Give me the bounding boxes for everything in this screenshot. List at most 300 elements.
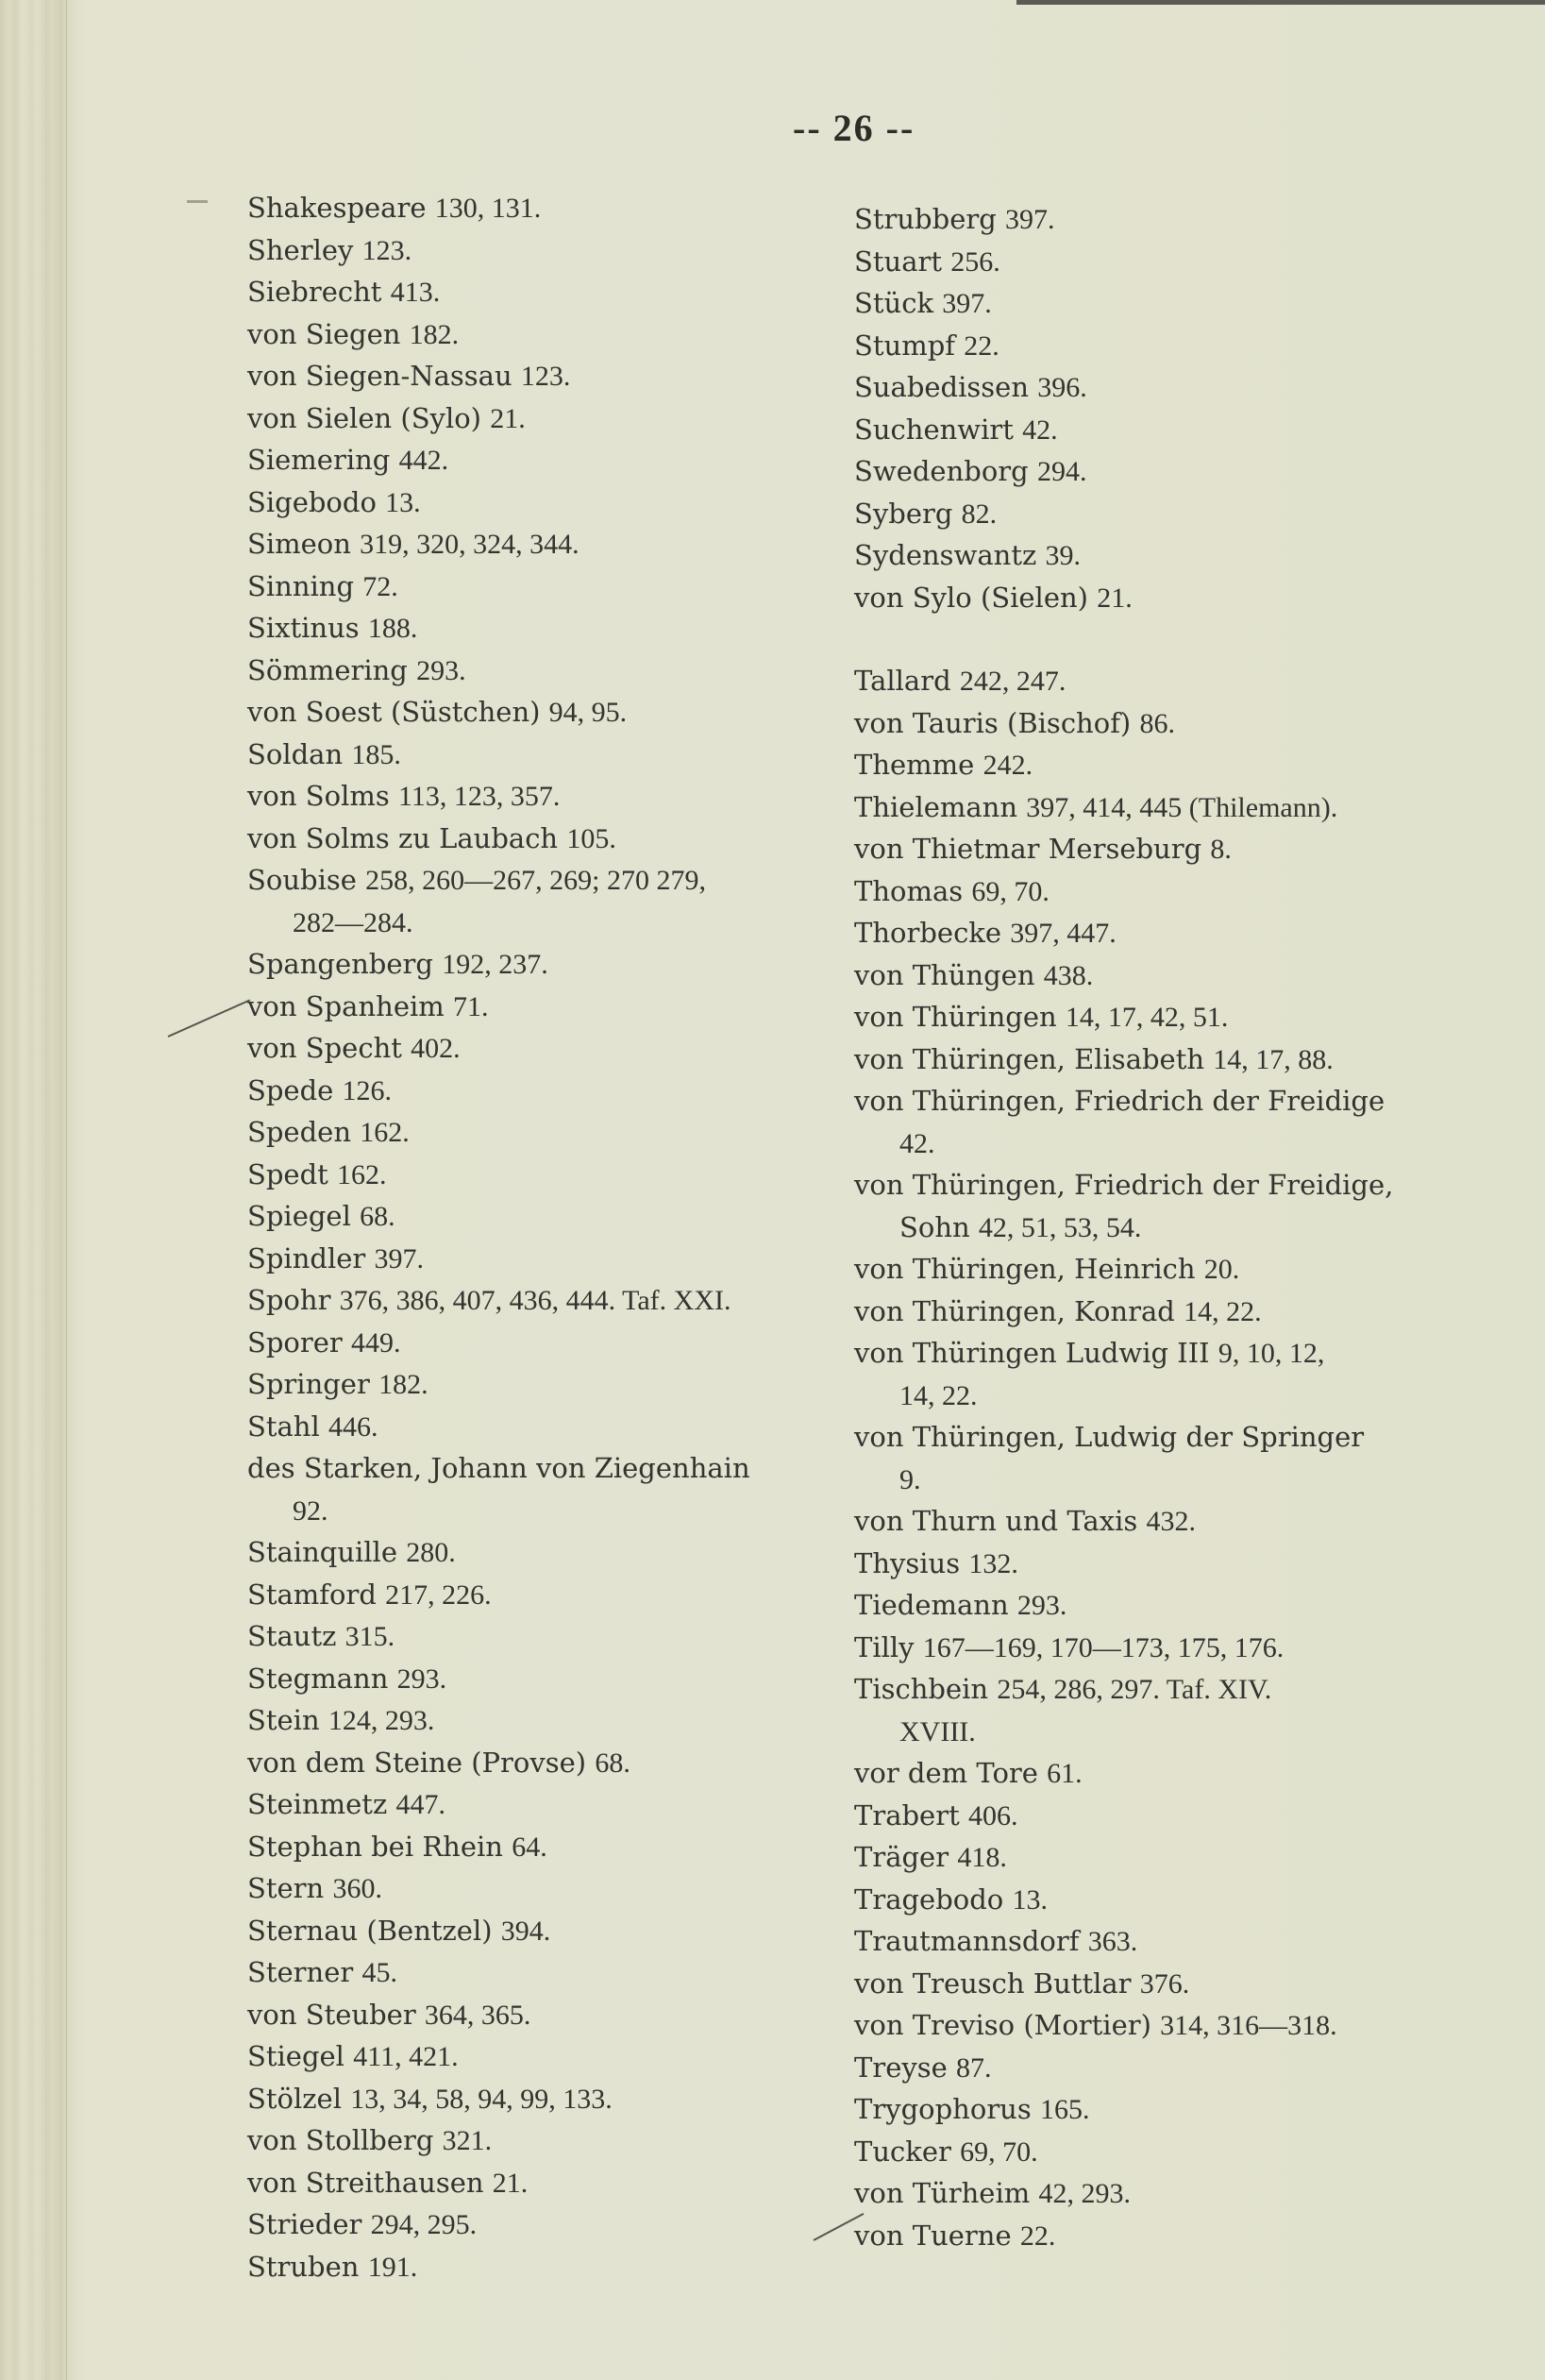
- index-entry: [854, 1291, 1496, 1333]
- index-entry: [854, 2047, 1496, 2089]
- index-entry: [247, 734, 851, 776]
- entry-page-refs: 68.: [360, 1201, 395, 1232]
- index-entry: [247, 1154, 851, 1196]
- entry-separator: [427, 192, 435, 224]
- entry-separator: [408, 654, 416, 686]
- index-entry: [247, 775, 851, 818]
- entry-separator: [915, 1631, 923, 1663]
- entry-page-refs: 14, 17, 88.: [1213, 1043, 1334, 1075]
- entry-page-refs: XVIII.: [899, 1715, 976, 1747]
- entry-name: Tiedemann: [854, 1589, 1009, 1621]
- entry-name: Syberg: [854, 497, 953, 530]
- index-entry: [247, 859, 851, 902]
- entry-name: Thorbecke: [854, 917, 1002, 949]
- index-entry: [247, 1826, 851, 1868]
- entry-name: Stölzel: [247, 2082, 342, 2115]
- entry-separator: [951, 2135, 960, 2168]
- entry-separator: [1012, 2220, 1020, 2252]
- entry-name: von Thüringen, Friedrich der Freidige: [854, 1085, 1385, 1117]
- entry-separator: [493, 1915, 501, 1947]
- index-entry: [247, 397, 851, 440]
- entry-page-refs: 396.: [1037, 372, 1087, 403]
- entry-separator: [351, 528, 360, 560]
- entry-separator: [974, 749, 982, 781]
- entry-page-refs: 294.: [1036, 456, 1087, 487]
- entry-separator: [1029, 455, 1037, 487]
- entry-separator: [377, 486, 385, 518]
- entry-page-refs: 14, 17, 42, 51.: [1065, 1002, 1229, 1033]
- entry-separator: [1210, 1337, 1218, 1369]
- entry-page-refs: 397.: [942, 288, 992, 319]
- index-entry: [247, 1027, 851, 1070]
- entry-name: von Specht: [247, 1032, 402, 1064]
- index-entry: [247, 1070, 851, 1112]
- index-entry: [247, 1994, 851, 2036]
- index-entry: [247, 1111, 851, 1154]
- entry-name: von Thüringen, Heinrich: [854, 1253, 1196, 1285]
- entry-name: von Siegen-Nassau: [247, 360, 512, 392]
- entry-name: vor dem Tore: [854, 1757, 1038, 1789]
- entry-page-refs: 413.: [390, 277, 441, 308]
- index-entry-continuation: [854, 1459, 1496, 1501]
- entry-page-refs: 87.: [956, 2051, 992, 2084]
- entry-page-refs: 406.: [967, 1799, 1018, 1831]
- entry-page-refs: 432.: [1146, 1506, 1196, 1537]
- index-entry: [247, 986, 851, 1028]
- entry-page-refs: 22.: [1019, 2220, 1056, 2252]
- entry-name: Siebrecht: [247, 276, 382, 308]
- entry-name: von Thüngen: [854, 958, 1035, 991]
- entry-page-refs: 69, 70.: [960, 2135, 1038, 2168]
- entry-separator: [942, 245, 950, 278]
- entry-page-refs: 447.: [395, 1789, 445, 1820]
- index-entry: [854, 1963, 1496, 2005]
- index-entry-continuation: [854, 1207, 1496, 1249]
- entry-name: von Sylo (Sielen): [854, 581, 1088, 614]
- entry-name: Speden: [247, 1116, 351, 1148]
- entry-name: Stahl: [247, 1409, 320, 1443]
- index-entry: [854, 2131, 1496, 2173]
- entry-separator: [949, 1841, 957, 1873]
- entry-name: Spindler: [247, 1241, 366, 1274]
- entry-page-refs: 9, 10, 12,: [1218, 1338, 1325, 1369]
- entry-page-refs: 315.: [344, 1621, 395, 1652]
- entry-page-refs: 72.: [362, 570, 398, 602]
- entry-separator: [1032, 2093, 1040, 2125]
- entry-separator: [558, 822, 566, 854]
- entry-name: Stern: [247, 1872, 325, 1904]
- entry-separator: [400, 318, 409, 350]
- entry-separator: [343, 738, 351, 770]
- entry-page-refs: 123.: [361, 234, 412, 266]
- entry-page-refs: 360.: [332, 1873, 382, 1904]
- index-entry: [854, 241, 1496, 283]
- entry-name: Tilly: [854, 1630, 915, 1663]
- index-entry: [247, 1238, 851, 1280]
- index-entry: [854, 1795, 1496, 1837]
- entry-page-refs: 105.: [566, 822, 616, 854]
- entry-page-refs: 397.: [374, 1242, 424, 1274]
- entry-name: Stiegel: [247, 2040, 344, 2072]
- entry-page-refs: 22.: [964, 329, 999, 362]
- index-entry-continuation: [854, 1711, 1496, 1753]
- entry-name: von Sielen (Sylo): [247, 401, 481, 434]
- entry-page-refs: 446.: [327, 1410, 378, 1443]
- entry-separator: [320, 1704, 328, 1736]
- entry-separator: [342, 2083, 350, 2115]
- entry-page-refs: 42.: [899, 1127, 935, 1159]
- entry-name: von Thüringen Ludwig III: [854, 1337, 1210, 1369]
- index-entry: [247, 1447, 851, 1490]
- index-entry: [854, 870, 1496, 913]
- entry-page-refs: 42.: [1022, 414, 1058, 446]
- entry-name: Swedenborg: [854, 455, 1029, 487]
- entry-separator: [997, 203, 1005, 235]
- index-entry: [247, 1658, 851, 1700]
- entry-page-refs: 242.: [982, 750, 1033, 781]
- entry-page-refs: 293.: [416, 654, 466, 686]
- entry-separator: [1014, 414, 1022, 446]
- entry-name: Stumpf: [854, 329, 955, 362]
- index-entry: [854, 660, 1496, 702]
- entry-name: Sigebodo: [247, 485, 377, 518]
- entry-page-refs: 132.: [968, 1547, 1018, 1579]
- entry-name: von Tuerne: [854, 2219, 1012, 2252]
- index-entry: [247, 818, 851, 860]
- entry-name: Sohn: [899, 1210, 970, 1243]
- entry-name: Spede: [247, 1073, 334, 1106]
- entry-separator: [353, 234, 361, 266]
- entry-name: von Thüringen, Friedrich der Freidige,: [854, 1169, 1394, 1201]
- index-entry: [854, 534, 1496, 577]
- index-entry: [854, 744, 1496, 786]
- index-entry: [247, 1742, 851, 1784]
- index-entry: [854, 1416, 1496, 1459]
- entry-separator: [1001, 917, 1010, 949]
- entry-name: Themme: [854, 749, 975, 781]
- entry-name: Sixtinus: [247, 612, 360, 644]
- index-entry: [854, 996, 1496, 1038]
- entry-page-refs: 242, 247.: [959, 666, 1066, 697]
- index-entry: [247, 1699, 851, 1742]
- entry-page-refs: 124, 293.: [327, 1705, 435, 1736]
- entry-name: Sydenswantz: [854, 539, 1037, 571]
- entry-name: Sporer: [247, 1325, 343, 1359]
- entry-separator: [1035, 959, 1044, 991]
- index-entry: [247, 2035, 851, 2078]
- entry-name: von Streithausen: [247, 2166, 484, 2199]
- page-number: -- 26 --: [793, 107, 915, 149]
- index-entry: [854, 366, 1496, 409]
- index-entry: [854, 2088, 1496, 2131]
- entry-name: von Türheim: [854, 2177, 1031, 2209]
- index-entry: [854, 1543, 1496, 1585]
- entry-page-refs: 294, 295.: [370, 2209, 478, 2240]
- entry-name: Stautz: [247, 1620, 337, 1652]
- entry-separator: [330, 1284, 339, 1316]
- index-entry: [247, 1322, 851, 1364]
- entry-separator: [357, 864, 365, 896]
- index-entry: [247, 229, 851, 272]
- entry-page-refs: 21.: [1097, 582, 1133, 614]
- index-entry: [247, 1195, 851, 1238]
- entry-page-refs: 319, 320, 324, 344.: [360, 529, 579, 560]
- index-entry: [854, 1836, 1496, 1879]
- entry-page-refs: 69, 70.: [971, 875, 1050, 907]
- entry-separator: [586, 1747, 595, 1779]
- entry-name: Strubberg: [854, 203, 997, 235]
- page-binding-edge: [0, 0, 67, 2380]
- entry-name: von Thietmar Merseburg: [854, 833, 1202, 865]
- entry-page-refs: 42, 293.: [1038, 2178, 1131, 2209]
- entry-separator: [512, 360, 521, 392]
- entry-separator: [963, 875, 971, 907]
- entry-page-refs: 13, 34, 58, 94, 99, 133.: [350, 2083, 613, 2115]
- entry-separator: [970, 1211, 979, 1243]
- entry-separator: [361, 2208, 370, 2240]
- index-entry: [854, 282, 1496, 325]
- entry-separator: [370, 1368, 378, 1400]
- index-entry: [247, 313, 851, 356]
- entry-separator: [503, 1831, 512, 1863]
- entry-name: Siemering: [247, 444, 391, 476]
- index-entry: [247, 523, 851, 565]
- index-entry: [854, 2172, 1496, 2215]
- entry-page-refs: 293.: [396, 1663, 447, 1695]
- entry-name: Soldan: [247, 737, 344, 770]
- entry-name: Stainquille: [247, 1536, 397, 1568]
- entry-separator: [955, 329, 964, 362]
- entry-name: Spohr: [247, 1284, 331, 1316]
- entry-separator: [952, 498, 961, 530]
- entry-page-refs: 182.: [378, 1369, 428, 1400]
- index-entry: [247, 1910, 851, 1952]
- entry-name: von Tauris (Bischof): [854, 706, 1132, 739]
- entry-name: Steinmetz: [247, 1788, 388, 1820]
- entry-name: Soubise: [247, 864, 357, 896]
- entry-page-refs: 92.: [293, 1494, 328, 1527]
- index-entry: [247, 2162, 851, 2204]
- entry-page-refs: 45.: [361, 1957, 397, 1988]
- index-entry: [247, 1783, 851, 1826]
- entry-separator: [1029, 371, 1037, 403]
- entry-page-refs: 165.: [1039, 2094, 1090, 2125]
- entry-page-refs: 449.: [351, 1326, 401, 1359]
- index-entry-continuation: [854, 1375, 1496, 1417]
- entry-name: von Thurn und Taxis: [854, 1505, 1138, 1537]
- entry-name: von Spanheim: [247, 989, 445, 1022]
- entry-separator: [433, 948, 442, 980]
- index-entry: [854, 1584, 1496, 1627]
- entry-name: von dem Steine (Provse): [247, 1746, 587, 1779]
- entry-separator: [951, 665, 960, 697]
- index-entry: [854, 450, 1496, 493]
- entry-separator: [377, 1578, 385, 1611]
- margin-pencil-mark: [187, 200, 208, 203]
- entry-page-refs: 185.: [351, 738, 401, 770]
- entry-separator: [328, 1158, 337, 1190]
- entry-separator: [390, 780, 398, 812]
- entry-separator: [433, 2124, 442, 2156]
- entry-page-refs: 123.: [520, 361, 571, 392]
- entry-page-refs: 254, 286, 297. Taf. XIV.: [997, 1674, 1272, 1705]
- entry-name: von Treusch Buttlar: [854, 1966, 1132, 2000]
- entry-page-refs: 364, 365.: [424, 1999, 531, 2031]
- entry-page-refs: 293.: [1016, 1590, 1067, 1621]
- pen-stroke-mark: [168, 999, 251, 1037]
- index-entry: [247, 355, 851, 397]
- entry-page-refs: 61.: [1047, 1758, 1083, 1789]
- entry-page-refs: 21.: [492, 2167, 529, 2199]
- entry-separator: [344, 2040, 353, 2072]
- index-entry: [854, 954, 1496, 997]
- entry-name: Tragebodo: [854, 1882, 1004, 1916]
- entry-page-refs: 418.: [957, 1842, 1007, 1873]
- entry-name: Thysius: [854, 1546, 961, 1579]
- entry-name: Stamford: [247, 1578, 377, 1611]
- entry-page-refs: 162.: [337, 1158, 387, 1190]
- entry-separator: [359, 2251, 367, 2283]
- entry-page-refs: 256.: [950, 245, 1000, 278]
- entry-page-refs: 21.: [490, 402, 526, 434]
- index-entry: [854, 1038, 1496, 1081]
- index-entry: [854, 2004, 1496, 2047]
- index-entry: [854, 828, 1496, 870]
- index-entry: [247, 691, 851, 734]
- entry-page-refs: 397, 414, 445 (Thilemann).: [1026, 791, 1338, 823]
- entry-name: von Thüringen, Konrad: [854, 1294, 1175, 1327]
- entry-name: Trabert: [854, 1798, 960, 1831]
- index-entry: [247, 943, 851, 986]
- index-entry: [247, 2246, 851, 2288]
- index-entry: [247, 1406, 851, 1448]
- entry-name: Suchenwirt: [854, 413, 1014, 446]
- entry-name: von Thüringen, Elisabeth: [854, 1042, 1205, 1075]
- index-entry: [247, 481, 851, 524]
- entry-separator: [333, 1074, 342, 1106]
- entry-page-refs: 9.: [899, 1463, 921, 1495]
- index-entry: [247, 650, 851, 692]
- index-entry: [854, 1500, 1496, 1543]
- entry-page-refs: 282—284.: [293, 906, 413, 938]
- entry-separator: [484, 2167, 493, 2199]
- entry-separator: [397, 1536, 406, 1568]
- index-entry: [854, 577, 1496, 619]
- entry-name: von Solms: [247, 780, 390, 812]
- entry-separator: [1132, 1967, 1140, 2000]
- entry-separator: [1079, 1925, 1087, 1957]
- entry-page-refs: 192, 237.: [442, 949, 548, 980]
- entry-page-refs: 376, 386, 407, 436, 444. Taf. XXI.: [339, 1285, 731, 1316]
- entry-separator: [381, 276, 390, 308]
- entry-separator: [1017, 791, 1026, 823]
- entry-page-refs: 188.: [367, 613, 418, 644]
- entry-separator: [1196, 1253, 1204, 1285]
- entry-separator: [1201, 833, 1210, 865]
- index-entry: [854, 1879, 1496, 1921]
- entry-separator: [354, 570, 362, 602]
- entry-page-refs: 397.: [1005, 204, 1055, 235]
- entry-name: Thielemann: [854, 790, 1018, 823]
- index-entry: [854, 493, 1496, 535]
- entry-name: von Soest (Süstchen): [247, 696, 541, 728]
- entry-separator: [360, 612, 368, 644]
- entry-name: Trautmannsdorf: [854, 1925, 1080, 1957]
- entry-name: von Thüringen, Ludwig der Springer: [854, 1421, 1365, 1453]
- entry-page-refs: 442.: [398, 445, 449, 476]
- index-entry: [854, 1164, 1496, 1207]
- entry-page-refs: 167—169, 170—173, 175, 176.: [922, 1631, 1285, 1663]
- entry-name: Suabedissen: [854, 371, 1030, 403]
- index-entry: [247, 2119, 851, 2162]
- entry-page-refs: 13.: [385, 486, 421, 518]
- entry-separator: [1151, 2009, 1160, 2041]
- index-entry: [854, 702, 1496, 745]
- entry-separator: [948, 2051, 956, 2084]
- entry-separator: [960, 1799, 968, 1831]
- entry-name: von Stollberg: [247, 2124, 434, 2156]
- entry-page-refs: 42, 51, 53, 54.: [978, 1211, 1142, 1243]
- index-entry-continuation: [247, 1490, 851, 1532]
- index-entry: [854, 1752, 1496, 1795]
- index-entry: [854, 1248, 1496, 1291]
- entry-page-refs: 8.: [1210, 834, 1232, 865]
- index-entry: [247, 2078, 851, 2120]
- entry-page-refs: 321.: [442, 2125, 493, 2156]
- entry-page-refs: 258, 260—267, 269; 270 279,: [365, 865, 706, 896]
- entry-name: Sömmering: [247, 653, 408, 686]
- index-entry: [247, 565, 851, 608]
- entry-page-refs: 126.: [342, 1074, 393, 1106]
- index-entry: [247, 1867, 851, 1910]
- entry-page-refs: 82.: [961, 498, 998, 530]
- entry-page-refs: 397, 447.: [1010, 918, 1117, 949]
- index-entry: [854, 1668, 1496, 1711]
- entry-separator: [540, 696, 548, 728]
- entry-name: Spangenberg: [247, 948, 433, 980]
- entry-page-refs: 280.: [406, 1537, 456, 1568]
- entry-name: Springer: [247, 1368, 370, 1400]
- entry-page-refs: 394.: [500, 1915, 551, 1947]
- entry-separator: [960, 1547, 968, 1579]
- index-entry: [247, 2203, 851, 2246]
- index-entry: [854, 1920, 1496, 1963]
- entry-separator: [336, 1620, 344, 1652]
- entry-name: von Siegen: [247, 317, 401, 350]
- entry-page-refs: 162.: [360, 1117, 410, 1148]
- index-entry: [247, 271, 851, 313]
- entry-name: des Starken, Johann von Ziegenhain: [247, 1452, 750, 1484]
- entry-separator: [988, 1673, 997, 1705]
- entry-page-refs: 14, 22.: [899, 1379, 978, 1411]
- entry-name: Shakespeare: [247, 192, 427, 224]
- entry-separator: [1057, 1001, 1066, 1033]
- entry-page-refs: 20.: [1203, 1254, 1240, 1285]
- index-entry: [854, 1080, 1496, 1122]
- index-entry: [247, 1531, 851, 1574]
- entry-page-refs: 39.: [1045, 540, 1081, 571]
- index-entry: [247, 1574, 851, 1616]
- entry-name: von Steuber: [247, 1998, 416, 2031]
- entry-page-refs: 64.: [512, 1831, 547, 1863]
- entry-name: Sherley: [247, 233, 354, 266]
- entry-page-refs: 71.: [452, 990, 489, 1022]
- entry-name: Sternau (Bentzel): [247, 1914, 493, 1947]
- entry-name: Simeon: [247, 528, 351, 560]
- entry-page-refs: 363.: [1087, 1926, 1138, 1957]
- entry-page-refs: 94, 95.: [548, 697, 628, 728]
- index-entry: [854, 2215, 1496, 2257]
